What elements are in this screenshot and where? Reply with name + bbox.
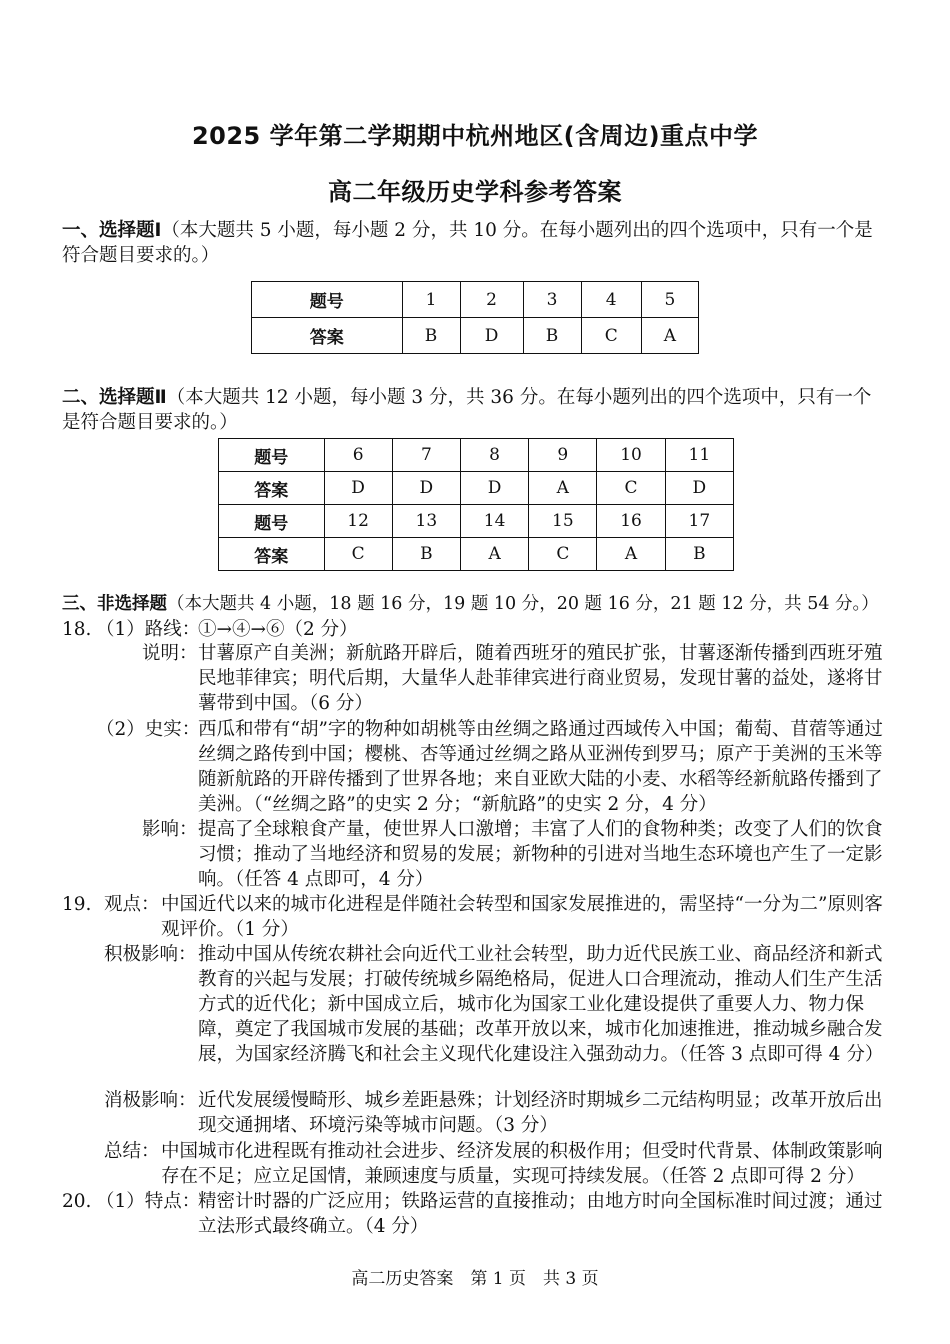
section2-heading: 二、选择题Ⅱ: [62, 387, 167, 408]
question-number: 4: [581, 282, 641, 318]
q18-part2-text: 西瓜和带有“胡”字的物种如胡桃等由丝绸之路通过西域传入中国；葡萄、苜蓿等通过丝绸之路传到中国；樱桃、杏等通过丝绸之路从亚洲传到罗马；原产于美洲的玉米等随新航路的开辟传播到了世界各地；来自亚欧大陆的小麦、水稻等经新航路传播到了美洲。（“丝绸之路”的史实 2 分；“新航路”的史实 2 分，4 分）: [198, 719, 883, 815]
q19-negative-label: 消极影响：: [104, 1090, 197, 1111]
section3-heading: 三、非选择题: [62, 594, 167, 614]
table-row: [252, 318, 699, 354]
q18-impact-text: 提高了全球粮食产量，使世界人口激增；丰富了人们的食物种类；改变了人们的饮食习惯；推动了当地经济和贸易的发展；新物种的引进对当地生态环境也产生了一定影响。（任答 4 点即可，4 分）: [198, 819, 883, 890]
row-label: 答案: [219, 472, 325, 505]
q20-part1-text: 精密计时器的广泛应用；铁路运营的直接推动；由地方时向全国标准时间过渡；通过立法形式最终确立。（4 分）: [198, 1191, 883, 1237]
q19-summary-text: 中国城市化进程既有推动社会进步、经济发展的积极作用；但受时代背景、体制政策影响存在不足；应立足国情，兼顾速度与质量，实现可持续发展。（任答 2 点即可得 2 分）: [161, 1141, 883, 1187]
table-row: [219, 538, 734, 571]
question-number: 3: [523, 282, 581, 318]
section3-note: （本大题共 4 小题，18 题 16 分，19 题 10 分，20 题 16 分，21 题 12 分，共 54 分。）: [167, 594, 879, 614]
answer-cell: B: [402, 318, 460, 354]
question-number: 9: [529, 439, 597, 472]
answer-cell: B: [392, 538, 460, 571]
answer-cell: D: [324, 472, 392, 505]
section1-answer-table: [251, 281, 699, 354]
row-label: 答案: [252, 318, 403, 354]
section1-heading: 一、选择题Ⅰ: [62, 220, 162, 241]
row-label: 题号: [219, 439, 325, 472]
answer-cell: B: [523, 318, 581, 354]
row-label: 答案: [219, 538, 325, 571]
table-row: [219, 505, 734, 538]
answer-cell: D: [460, 318, 523, 354]
question-number: 8: [460, 439, 528, 472]
question-number: 11: [665, 439, 733, 472]
question-number: 7: [392, 439, 460, 472]
q18-explanation-text: 甘薯原产自美洲；新航路开辟后，随着西班牙的殖民扩张，甘薯逐渐传播到西班牙殖民地菲律宾；明代后期，大量华人赴菲律宾进行商业贸易，发现甘薯的益处，遂将甘薯带到中国。（6 分）: [198, 643, 883, 714]
answer-cell: A: [641, 318, 698, 354]
answer-cell: A: [529, 472, 597, 505]
question-number: 13: [392, 505, 460, 538]
question-number: 1: [402, 282, 460, 318]
q18-part1-text: ①→④→⑥（2 分）: [198, 619, 358, 640]
row-label: 题号: [219, 505, 325, 538]
q20-part1-label: （1）特点：: [96, 1191, 201, 1212]
answer-cell: C: [597, 472, 665, 505]
q19-positive-text: 推动中国从传统农耕社会向近代工业社会转型，助力近代民族工业、商品经济和新式教育的兴起与发展；打破传统城乡隔绝格局，促进人口合理流动，推动人们生产生活方式的近代化；新中国成立后，城市化为国家工业化建设提供了重要人力、物力保障，奠定了我国城市发展的基础；改革开放以来，城市化加速推进，推动城乡融合发展，为国家经济腾飞和社会主义现代化建设注入强劲动力。（任答 3 点即可得 4 分）: [198, 944, 884, 1065]
answer-cell: D: [392, 472, 460, 505]
section1-intro: [62, 218, 888, 268]
table-row: [219, 439, 734, 472]
section3-intro: [62, 592, 888, 617]
answer-cell: B: [665, 538, 733, 571]
q20-number: 20.: [62, 1191, 92, 1212]
answer-cell: C: [581, 318, 641, 354]
question-number: 12: [324, 505, 392, 538]
q19-positive-label: 积极影响：: [104, 944, 197, 965]
q18-number: 18.: [62, 619, 92, 640]
answer-cell: A: [597, 538, 665, 571]
answer-cell: D: [665, 472, 733, 505]
q18-explanation-label: 说明：: [142, 643, 198, 664]
q18-part2-label: （2）史实：: [96, 719, 201, 740]
question-number: 17: [665, 505, 733, 538]
question-number: 15: [529, 505, 597, 538]
section2-answer-table: [218, 438, 734, 571]
question-number: 16: [597, 505, 665, 538]
section2-intro: [62, 385, 888, 435]
table-row: [219, 472, 734, 505]
answer-cell: C: [529, 538, 597, 571]
question-number: 5: [641, 282, 698, 318]
question-number: 2: [460, 282, 523, 318]
q19-negative-text: 近代发展缓慢畸形、城乡差距悬殊；计划经济时期城乡二元结构明显；改革开放后出现交通拥堵、环境污染等城市问题。（3 分）: [198, 1090, 883, 1136]
q19-view-label: 观点：: [104, 894, 160, 915]
table-row: [252, 282, 699, 318]
answer-cell: D: [460, 472, 528, 505]
q19-view-text: 中国近代以来的城市化进程是伴随社会转型和国家发展推进的，需坚持“一分为二”原则客观评价。（1 分）: [161, 894, 883, 940]
question-number: 14: [460, 505, 528, 538]
question-number: 6: [324, 439, 392, 472]
document-title: 2025 学年第二学期期中杭州地区(含周边)重点中学: [191, 122, 759, 150]
page-footer: 高二历史答案 第 1 页 共 3 页: [351, 1269, 599, 1289]
document-subtitle: 高二年级历史学科参考答案: [328, 178, 622, 206]
question-number: 10: [597, 439, 665, 472]
answer-cell: C: [324, 538, 392, 571]
q18-impact-label: 影响：: [142, 819, 198, 840]
row-label: 题号: [252, 282, 403, 318]
q19-number: 19.: [62, 894, 92, 915]
q18-part1-label: （1）路线：: [96, 619, 201, 640]
section1-note: （本大题共 5 小题，每小题 2 分，共 10 分。在每小题列出的四个选项中，只有一个是符合题目要求的。）: [62, 220, 873, 266]
section2-note: （本大题共 12 小题，每小题 3 分，共 36 分。在每小题列出的四个选项中，只有一个是符合题目要求的。）: [62, 387, 872, 433]
q19-summary-label: 总结：: [104, 1141, 160, 1162]
answer-cell: A: [460, 538, 528, 571]
